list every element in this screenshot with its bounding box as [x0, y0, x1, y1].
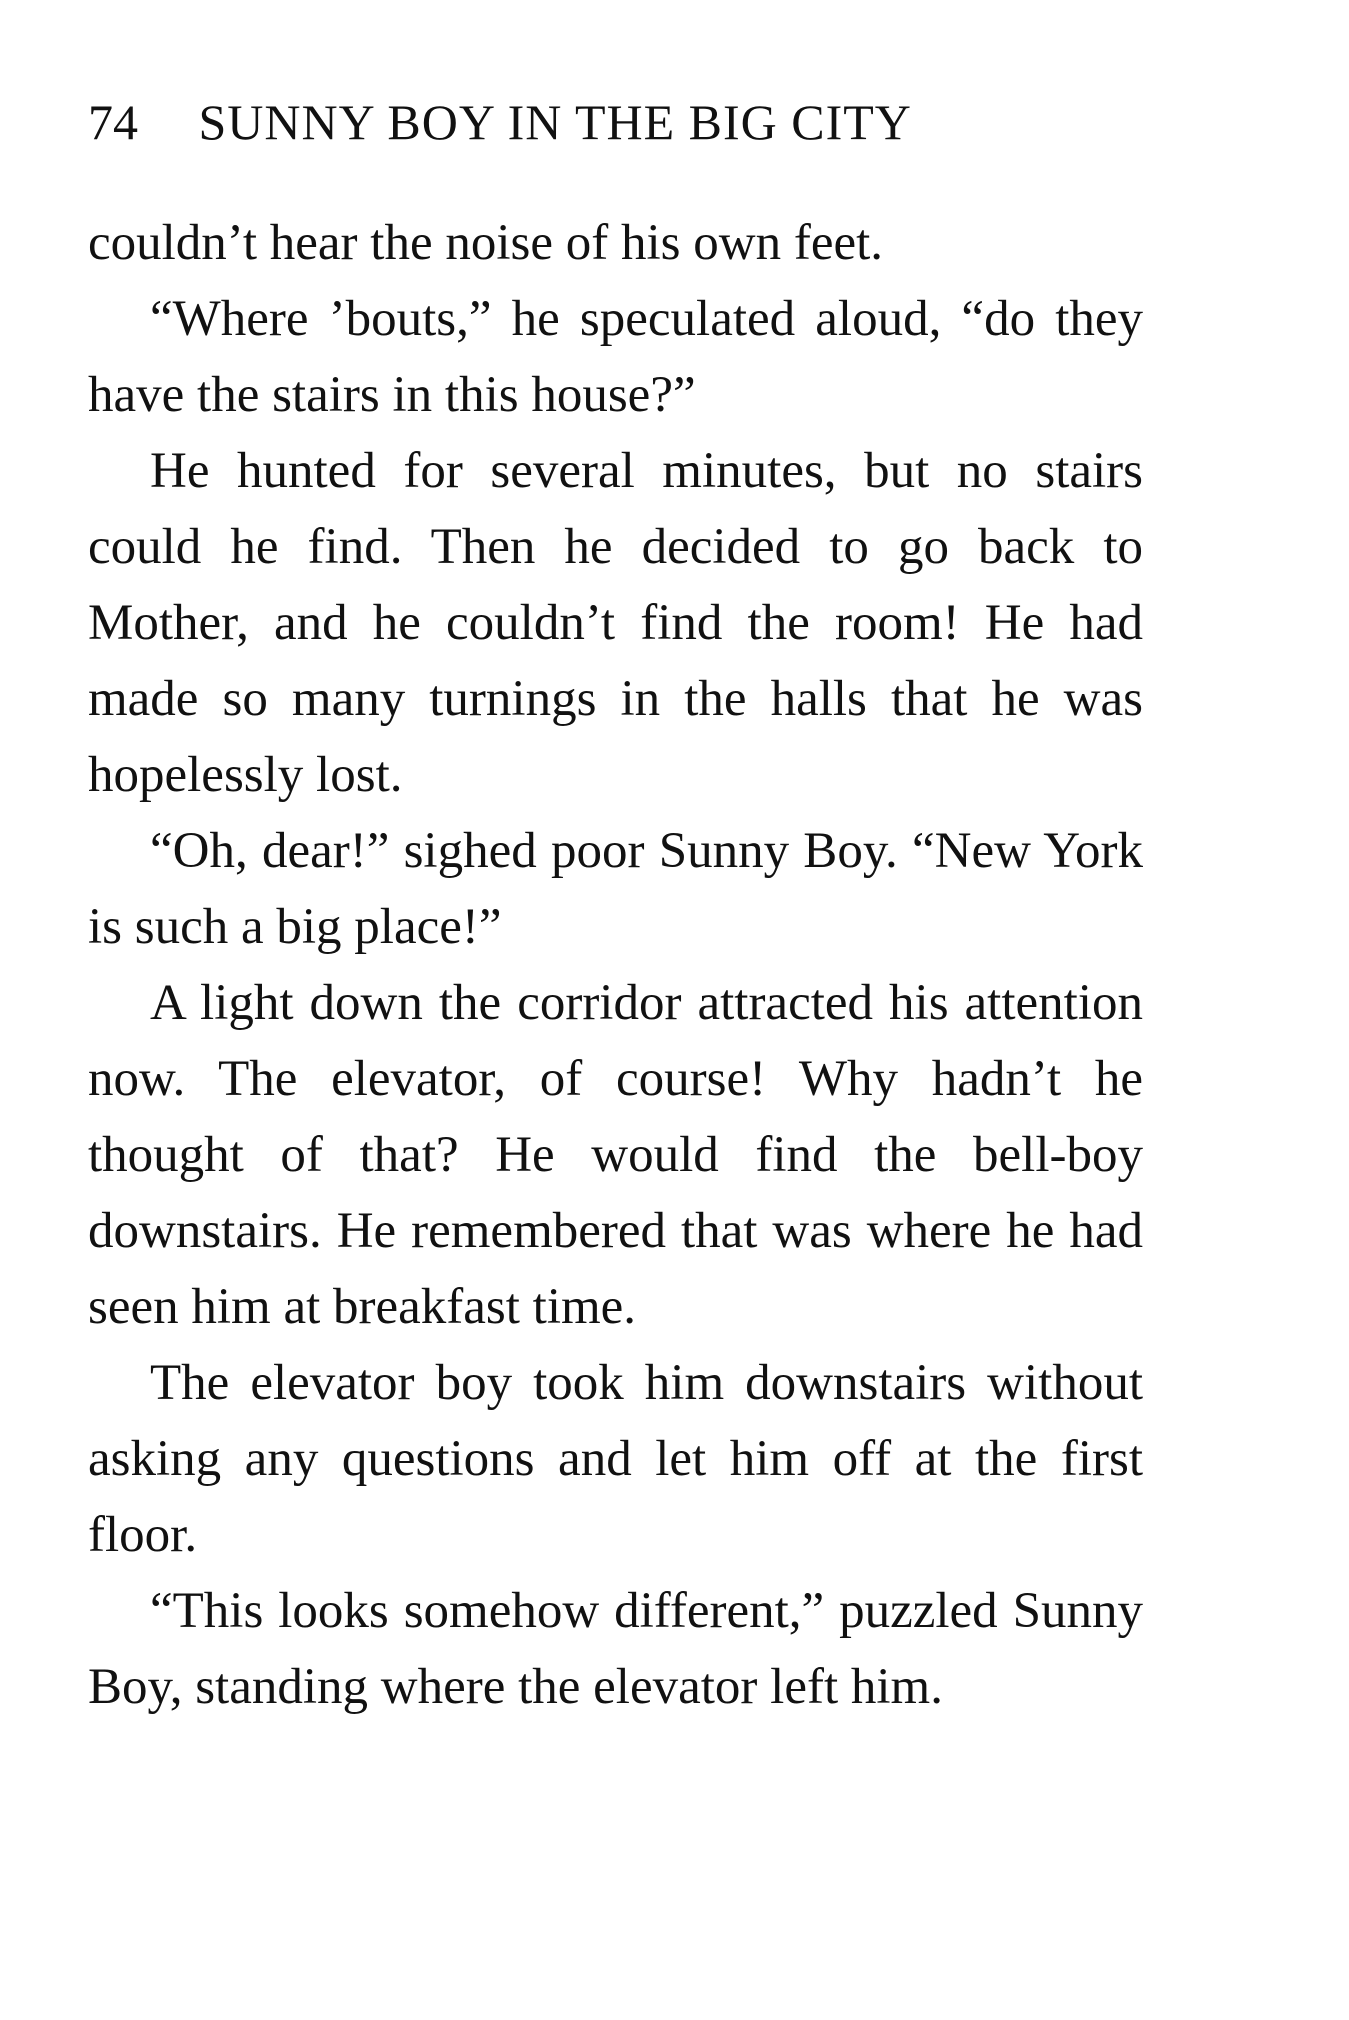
body-text [88, 205, 1143, 1725]
running-title: SUNNY BOY IN THE BIG CITY [198, 94, 912, 150]
paragraph: The elevator boy took him downstairs without asking any questions and let him off at the first floor. [88, 1355, 1143, 1563]
paragraph: A light down the corridor attracted his attention now. The elevator, of course! Why hadn’t he thought of that? He would find the bell-boy downstairs. He remembered that was where he had seen him at breakfast time. [88, 975, 1143, 1335]
page-header [88, 92, 912, 152]
paragraph: He hunted for several minutes, but no stairs could he find. Then he decided to go back to Mother, and he couldn’t find the room! He had made so many turnings in the halls that he was hopelessly lost. [88, 443, 1143, 803]
page-number: 74 [88, 94, 138, 150]
paragraph: “Where ’bouts,” he speculated aloud, “do they have the stairs in this house?” [88, 291, 1143, 423]
paragraph: “This looks somehow different,” puzzled Sunny Boy, standing where the elevator left him. [88, 1583, 1143, 1715]
paragraph-continuation: couldn’t hear the noise of his own feet. [88, 215, 884, 271]
paragraph: “Oh, dear!” sighed poor Sunny Boy. “New York is such a big place!” [88, 823, 1143, 955]
